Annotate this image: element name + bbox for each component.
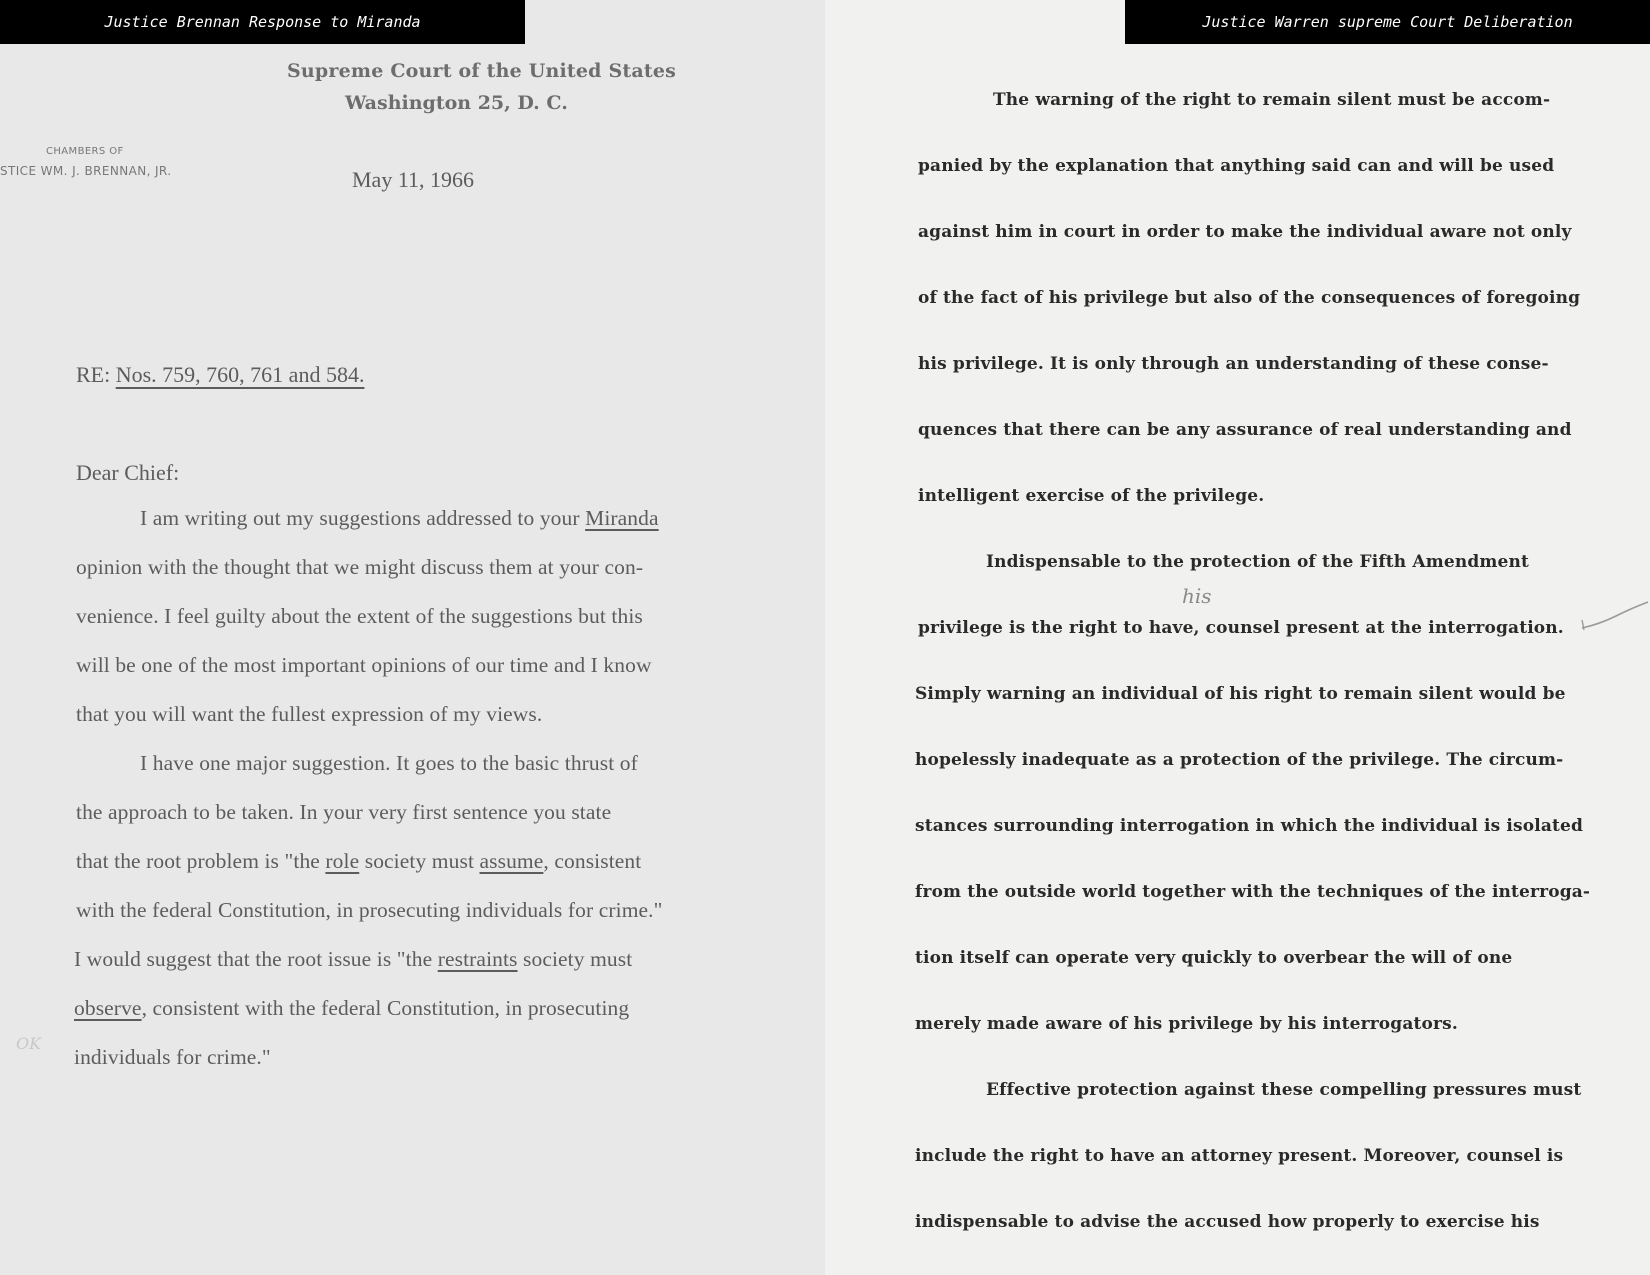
line-text: will be one of the most important opinions of our time and I know (76, 653, 652, 677)
draft-line: from the outside world together with the techniques of the interroga- (915, 882, 1591, 902)
salutation: Dear Chief: (76, 460, 180, 485)
letter-line (140, 506, 659, 531)
underlined-term: Miranda (585, 506, 659, 530)
letterhead-court-name: Supreme Court of the United States (287, 60, 677, 82)
draft-line: merely made aware of his privilege by his interrogators. (915, 1014, 1458, 1034)
draft-line: Simply warning an individual of his right to remain silent would be (915, 684, 1566, 704)
re-case-numbers: Nos. 759, 760, 761 and 584. (115, 362, 365, 387)
line-text: society must (517, 947, 633, 971)
line-text: society must (359, 849, 480, 873)
handwritten-insertion: his (1182, 584, 1212, 608)
draft-line: tion itself can operate very quickly to overbear the will of one (915, 948, 1513, 968)
left-caption-text: Justice Brennan Response to Miranda (104, 13, 421, 31)
letter-line (74, 1045, 271, 1070)
underlined-term: assume (479, 849, 544, 873)
right-caption-bar (1125, 0, 1650, 44)
draft-line: quences that there can be any assurance of real understanding and (918, 420, 1572, 440)
line-text: I am writing out my suggestions addressed to your (140, 506, 586, 530)
draft-line: Indispensable to the protection of the Fifth Amendment (986, 552, 1529, 572)
letter-date: May 11, 1966 (352, 167, 475, 192)
line-text: individuals for crime." (74, 1045, 271, 1069)
line-text: with the federal Constitution, in prosecuting individuals for crime." (76, 898, 663, 922)
underlined-term: observe (74, 996, 142, 1020)
letter-line (140, 751, 638, 776)
re-line (76, 362, 364, 388)
line-text: I have one major suggestion. It goes to the basic thrust of (140, 751, 638, 775)
margin-check-mark-icon (1580, 598, 1650, 638)
letter-line (76, 898, 663, 923)
underlined-term: role (325, 849, 360, 873)
draft-line: indispensable to advise the accused how properly to exercise his (915, 1212, 1540, 1232)
line-text: venience. I feel guilty about the extent of the suggestions but this (76, 604, 643, 628)
draft-line: Effective protection against these compelling pressures must (986, 1080, 1582, 1100)
letter-line (74, 947, 632, 972)
chambers-justice-name: STICE WM. J. BRENNAN, JR. (0, 164, 172, 178)
left-caption-bar (0, 0, 525, 44)
right-caption-text: Justice Warren supreme Court Deliberation (1202, 13, 1573, 31)
line-text: that you will want the fullest expression of my views. (76, 702, 543, 726)
letterhead-location: Washington 25, D. C. (345, 92, 568, 114)
draft-line: intelligent exercise of the privilege. (918, 486, 1265, 506)
line-text: opinion with the thought that we might discuss them at your con- (76, 555, 644, 579)
draft-line: The warning of the right to remain silent must be accom- (993, 90, 1551, 110)
line-text: that the root problem is "the (76, 849, 326, 873)
draft-line: panied by the explanation that anything said can and will be used (918, 156, 1555, 176)
draft-line: his privilege. It is only through an understanding of these conse- (918, 354, 1549, 374)
letter-line (76, 604, 643, 629)
margin-handwritten-mark: OK (16, 1034, 42, 1053)
letter-line (76, 702, 542, 727)
letter-line (74, 996, 629, 1021)
draft-line: of the fact of his privilege but also of the consequences of foregoing (918, 288, 1581, 308)
draft-line: stances surrounding interrogation in which the individual is isolated (915, 816, 1584, 836)
line-text: the approach to be taken. In your very first sentence you state (76, 800, 612, 824)
line-text: , consistent (543, 849, 642, 873)
letter-line (76, 653, 652, 678)
letter-line (76, 800, 611, 825)
line-text: I would suggest that the root issue is "the (74, 947, 438, 971)
warren-draft-panel (825, 0, 1650, 1275)
draft-line: include the right to have an attorney present. Moreover, counsel is (915, 1146, 1564, 1166)
line-text: , consistent with the federal Constitution, in prosecuting (141, 996, 630, 1020)
draft-line: privilege is the right to have, counsel present at the interrogation. (918, 618, 1564, 638)
re-label: RE: (76, 362, 111, 387)
draft-line: against him in court in order to make the individual aware not only (918, 222, 1572, 242)
draft-line: hopelessly inadequate as a protection of the privilege. The circum- (915, 750, 1564, 770)
letter-line (76, 849, 641, 874)
letter-line (76, 555, 643, 580)
underlined-term: restraints (437, 947, 518, 971)
chambers-label: CHAMBERS OF (46, 146, 124, 157)
